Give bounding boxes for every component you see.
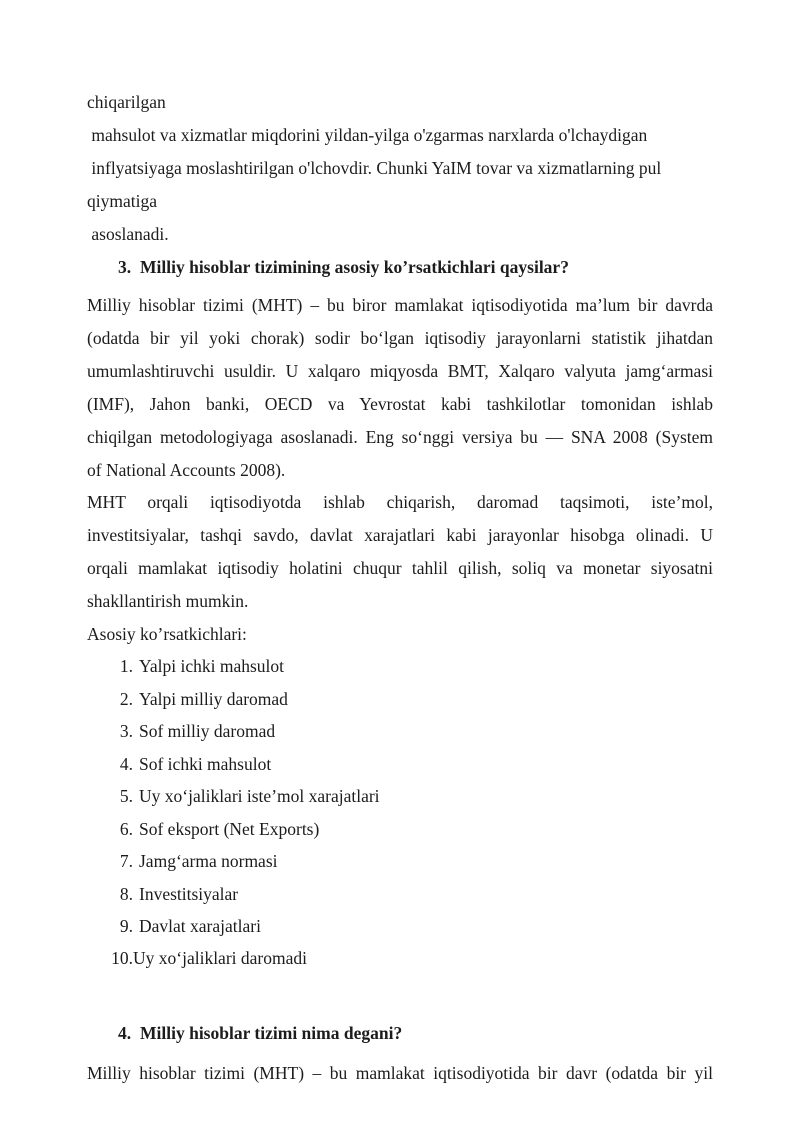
list-item xyxy=(103,883,238,905)
list-item-text: Sof eksport (Net Exports) xyxy=(139,819,320,839)
paragraph-1-line-4: (IMF), Jahon banki, OECD va Yevrostat kabi tashkilotlar tomonidan ishlab xyxy=(87,394,713,414)
paragraph-2-line-1: MHT orqali iqtisodiyotda ishlab chiqarish, daromad taqsimoti, iste’mol, xyxy=(87,492,713,512)
paragraph-1-line-1: Milliy hisoblar tizimi (MHT) – bu biror mamlakat iqtisodiyotida ma’lum bir davrda xyxy=(87,295,713,315)
paragraph-2-line-3: orqali mamlakat iqtisodiy holatini chuqur tahlil qilish, soliq va monetar siyosatni xyxy=(87,558,713,578)
intro-line-2: mahsulot va xizmatlar miqdorini yildan-yilga o'zgarmas narxlarda o'lchaydigan xyxy=(87,125,648,145)
section-3-heading xyxy=(118,256,569,278)
list-item-number: 6. xyxy=(119,819,133,839)
list-item-number: 4. xyxy=(119,754,133,774)
section-3-title: Milliy hisoblar tizimining asosiy ko’rsatkichlari qaysilar? xyxy=(140,257,569,277)
section-4-line-1: Milliy hisoblar tizimi (MHT) – bu mamlakat iqtisodiyotida bir davr (odatda bir yil xyxy=(87,1063,713,1083)
section-4-heading xyxy=(118,1022,402,1044)
section-4-number: 4. xyxy=(118,1023,132,1043)
list-item-number: 10. xyxy=(111,948,133,968)
section-4-title: Milliy hisoblar tizimi nima degani? xyxy=(140,1023,403,1043)
list-title: Asosiy ko’rsatkichlari: xyxy=(87,624,247,644)
list-item-text: Jamg‘arma normasi xyxy=(139,851,278,871)
list-item-text: Yalpi ichki mahsulot xyxy=(139,656,285,676)
list-item xyxy=(103,785,380,807)
list-item-text: Yalpi milliy daromad xyxy=(139,689,288,709)
list-item xyxy=(103,850,278,872)
paragraph-1-line-6: of National Accounts 2008). xyxy=(87,460,286,480)
list-item-number: 3. xyxy=(119,721,133,741)
intro-line-1: chiqarilgan xyxy=(87,92,166,112)
list-item xyxy=(103,720,275,742)
list-item-text: Uy xo‘jaliklari iste’mol xarajatlari xyxy=(139,786,380,806)
intro-line-4: qiymatiga xyxy=(87,191,157,211)
intro-line-3: inflyatsiyaga moslashtirilgan o'lchovdir. Chunki YaIM tovar va xizmatlarning pul xyxy=(87,158,662,178)
list-item-text: Davlat xarajatlari xyxy=(139,916,261,936)
list-item xyxy=(103,753,271,775)
list-item xyxy=(103,688,288,710)
list-item-number: 5. xyxy=(119,786,133,806)
paragraph-2-line-2: investitsiyalar, tashqi savdo, davlat xarajatlari kabi jarayonlar hisobga olinadi. U xyxy=(87,525,713,545)
list-item-number: 9. xyxy=(119,916,133,936)
paragraph-2-line-4: shakllantirish mumkin. xyxy=(87,591,249,611)
paragraph-1-line-3: umumlashtiruvchi usuldir. U xalqaro miqyosda BMT, Xalqaro valyuta jamg‘armasi xyxy=(87,361,713,381)
list-item-text: Uy xo‘jaliklari daromadi xyxy=(133,948,307,968)
list-item-number: 7. xyxy=(119,851,133,871)
list-item xyxy=(103,915,261,937)
list-item-text: Sof ichki mahsulot xyxy=(139,754,272,774)
list-item xyxy=(103,947,307,969)
paragraph-1-line-5: chiqilgan metodologiyaga asoslanadi. Eng so‘nggi versiya bu — SNA 2008 (System xyxy=(87,427,713,447)
list-item-number: 1. xyxy=(119,656,133,676)
intro-line-5: asoslanadi. xyxy=(87,224,169,244)
paragraph-1-line-2: (odatda bir yil yoki chorak) sodir bo‘lgan iqtisodiy jarayonlarni statistik jihatdan xyxy=(87,328,713,348)
list-item-number: 2. xyxy=(119,689,133,709)
list-item-number: 8. xyxy=(119,884,133,904)
section-3-number: 3. xyxy=(118,257,132,277)
list-item-text: Investitsiyalar xyxy=(139,884,239,904)
list-item xyxy=(103,655,284,677)
list-item xyxy=(103,818,319,840)
list-item-text: Sof milliy daromad xyxy=(139,721,276,741)
